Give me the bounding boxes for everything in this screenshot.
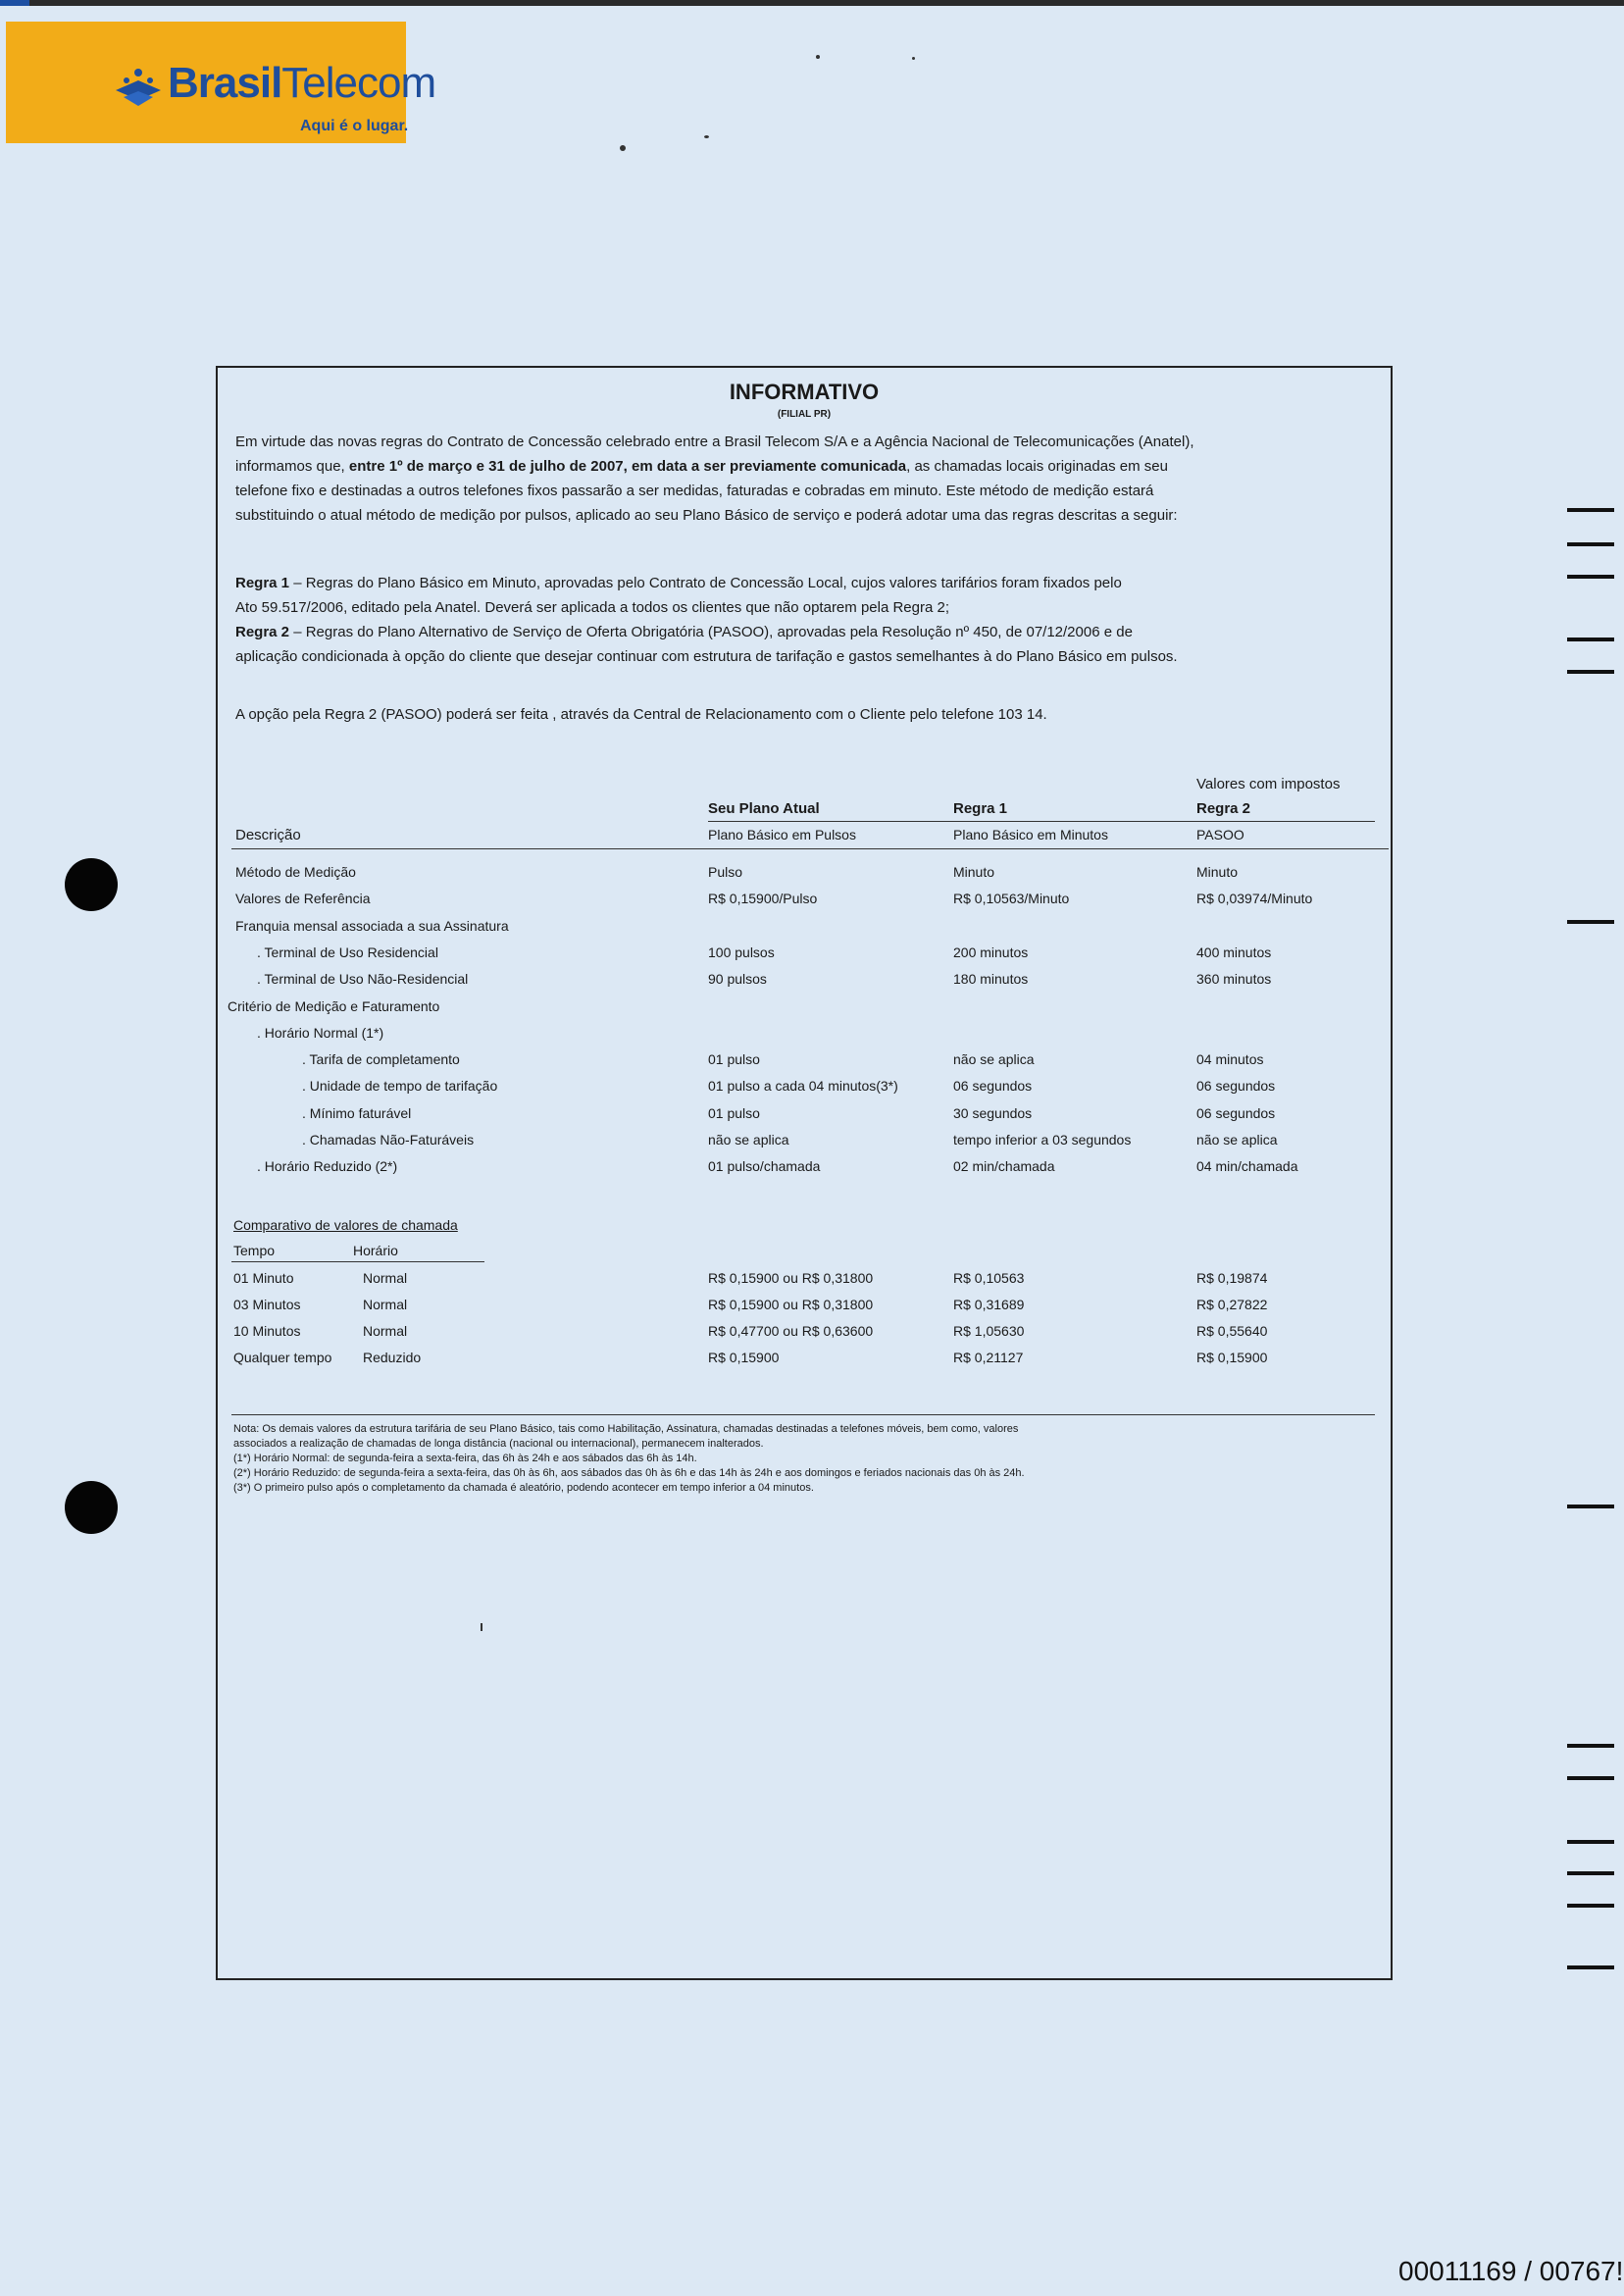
- table-cell: 400 minutos: [1196, 944, 1272, 960]
- document-subtitle: (FILIAL PR): [777, 409, 832, 420]
- column-title: Seu Plano Atual: [708, 800, 820, 817]
- document-number: 00011169 / 00767!: [1398, 2256, 1624, 2286]
- footnote-line: (1*) Horário Normal: de segunda-feira a sexta-feira, das 6h às 24h e aos sábados das 6h às 14h.: [233, 1453, 697, 1464]
- comparison-cell: R$ 0,10563: [953, 1270, 1025, 1286]
- table-cell: 02 min/chamada: [953, 1158, 1055, 1175]
- comparison-time: Qualquer tempo: [233, 1350, 332, 1365]
- rule-line-segment: Ato 59.517/2006, editado pela Anatel. Deverá ser aplicada a todos os clientes que não optarem pela Regra 2;: [235, 599, 949, 616]
- scan-speck: [620, 145, 626, 151]
- table-row-label: Critério de Medição e Faturamento: [228, 997, 440, 1014]
- scan-margin-mark: [1567, 508, 1614, 512]
- brand-tagline: Aqui é o lugar.: [300, 118, 409, 134]
- comparison-cell: R$ 0,21127: [953, 1350, 1024, 1365]
- column-title: Regra 1: [953, 800, 1008, 817]
- scan-speck: [704, 135, 709, 138]
- column-subtitle: Plano Básico em Minutos: [953, 827, 1108, 842]
- table-cell: 90 pulsos: [708, 971, 767, 988]
- table-cell: R$ 0,10563/Minuto: [953, 891, 1070, 907]
- table-row-label: . Tarifa de completamento: [302, 1051, 460, 1068]
- rule-line: [235, 644, 1178, 669]
- table-title-underline: [708, 821, 1375, 822]
- footnote-line: Nota: Os demais valores da estrutura tarifária de seu Plano Básico, tais como Habilitação, Assinatura, chamadas destinadas a telefones móveis, bem como, valores: [233, 1423, 1019, 1435]
- comparison-cell: R$ 0,31689: [953, 1297, 1025, 1312]
- table-cell: Minuto: [1196, 864, 1239, 880]
- table-cell: R$ 0,03974/Minuto: [1196, 891, 1313, 907]
- intro-line-segment: , as chamadas locais originadas em seu: [906, 458, 1168, 475]
- brand-logo-icon: [112, 65, 165, 110]
- scan-speck: [816, 55, 820, 59]
- scan-margin-mark: [1567, 1871, 1614, 1875]
- intro-line: [235, 430, 1194, 454]
- intro-line: [235, 479, 1153, 503]
- intro-line-segment: Em virtude das novas regras do Contrato de Concessão celebrado entre a Brasil Telecom S/A e a Agência Nacional de Telecomunicações (Anatel),: [235, 434, 1194, 450]
- table-header-line: [231, 848, 1389, 849]
- table-cell: 04 minutos: [1196, 1051, 1264, 1068]
- scan-margin-mark: [1567, 542, 1614, 546]
- comparison-title: Comparativo de valores de chamada: [233, 1217, 458, 1233]
- rule-line: [235, 571, 1122, 595]
- tax-note: Valores com impostos: [1196, 776, 1341, 792]
- scan-margin-mark: [1567, 920, 1614, 924]
- rule-line-segment: – Regras do Plano Básico em Minuto, aprovadas pelo Contrato de Concessão Local, cujos valores tarifários foram fixados pelo: [289, 575, 1122, 591]
- table-cell: 06 segundos: [1196, 1078, 1276, 1095]
- comparison-cell: R$ 0,19874: [1196, 1270, 1268, 1286]
- intro-line-segment: substituindo o atual método de medição por pulsos, aplicado ao seu Plano Básico de serviço e poderá adotar uma das regras descritas a seguir:: [235, 507, 1178, 524]
- informativo-frame: [216, 366, 1393, 1980]
- table-cell: 06 segundos: [953, 1078, 1033, 1095]
- table-cell: 06 segundos: [1196, 1104, 1276, 1121]
- punch-hole-top: [65, 858, 118, 911]
- intro-line-segment: telefone fixo e destinadas a outros telefones fixos passarão a ser medidas, faturadas e cobradas em minuto. Este método de medição estará: [235, 483, 1154, 499]
- table-cell: 100 pulsos: [708, 944, 775, 960]
- table-cell: R$ 0,15900/Pulso: [708, 891, 818, 907]
- table-cell: 01 pulso: [708, 1104, 760, 1121]
- top-edge-line: [0, 0, 1624, 6]
- intro-line-segment: entre 1º de março e 31 de julho de 2007, em data a ser previamente comunicada: [348, 458, 907, 475]
- table-cell: não se aplica: [953, 1051, 1035, 1068]
- rule-line: [235, 595, 949, 620]
- document-title: INFORMATIVO: [729, 380, 880, 404]
- column-subtitle: PASOO: [1196, 827, 1244, 842]
- table-cell: 04 min/chamada: [1196, 1158, 1298, 1175]
- rule-line-segment: – Regras do Plano Alternativo de Serviço de Oferta Obrigatória (PASOO), aprovadas pela Resolução nº 450, de 07/12/2006 e de: [289, 624, 1133, 640]
- table-row-label: . Horário Normal (1*): [257, 1024, 384, 1041]
- comparison-period: Normal: [363, 1323, 408, 1339]
- top-edge-accent: [0, 0, 29, 6]
- option-text: A opção pela Regra 2 (PASOO) poderá ser feita , através da Central de Relacionamento com o Cliente pelo telefone 103 14.: [235, 706, 1047, 723]
- table-row-label: . Unidade de tempo de tarifação: [302, 1078, 498, 1095]
- col-time-header: Tempo: [233, 1243, 276, 1258]
- col-period-header: Horário: [353, 1243, 398, 1258]
- table-cell: 01 pulso a cada 04 minutos(3*): [708, 1078, 898, 1095]
- table-cell: Minuto: [953, 864, 995, 880]
- table-row-label: Valores de Referência: [235, 891, 371, 907]
- comparison-cell: R$ 0,27822: [1196, 1297, 1268, 1312]
- rule-line-segment: Regra 2: [235, 624, 290, 640]
- comparison-period: Normal: [363, 1270, 408, 1286]
- table-row-label: . Terminal de Uso Não-Residencial: [257, 971, 469, 988]
- column-subtitle: Plano Básico em Pulsos: [708, 827, 856, 842]
- brand-name: BrasilTelecom: [168, 59, 436, 107]
- table-cell: 01 pulso: [708, 1051, 760, 1068]
- scan-margin-mark: [1567, 575, 1614, 579]
- scan-speck: [912, 57, 915, 60]
- comparison-time: 01 Minuto: [233, 1270, 294, 1286]
- description-header: Descrição: [235, 827, 301, 843]
- comparison-cell: R$ 0,15900: [1196, 1350, 1268, 1365]
- brand-logo-banner: [6, 22, 436, 143]
- table-cell: 01 pulso/chamada: [708, 1158, 821, 1175]
- scan-margin-mark: [1567, 1505, 1614, 1508]
- footnote-line: associados a realização de chamadas de longa distância (nacional ou internacional), permanecem inalterados.: [233, 1438, 764, 1450]
- scan-margin-mark: [1567, 1744, 1614, 1748]
- table-row-label: . Chamadas Não-Faturáveis: [302, 1132, 475, 1148]
- table-cell: não se aplica: [708, 1132, 789, 1148]
- table-cell: 30 segundos: [953, 1104, 1033, 1121]
- scan-margin-mark: [1567, 1965, 1614, 1969]
- scan-margin-mark: [1567, 1840, 1614, 1844]
- rule-line: [235, 620, 1133, 644]
- comparison-cell: R$ 0,55640: [1196, 1323, 1268, 1339]
- table-cell: 360 minutos: [1196, 971, 1272, 988]
- column-title: Regra 2: [1196, 800, 1251, 817]
- comparison-cell: R$ 0,47700 ou R$ 0,63600: [708, 1323, 874, 1339]
- table-row-label: . Horário Reduzido (2*): [257, 1158, 398, 1175]
- scan-margin-mark: [1567, 638, 1614, 641]
- comparison-period: Normal: [363, 1297, 408, 1312]
- table-cell: não se aplica: [1196, 1132, 1278, 1148]
- notes-divider: [231, 1414, 1375, 1415]
- table-row-label: . Terminal de Uso Residencial: [257, 944, 438, 960]
- comparison-cell: R$ 1,05630: [953, 1323, 1025, 1339]
- comparison-time: 10 Minutos: [233, 1323, 301, 1339]
- comparison-cell: R$ 0,15900 ou R$ 0,31800: [708, 1270, 874, 1286]
- table-cell: tempo inferior a 03 segundos: [953, 1132, 1132, 1148]
- comparison-cell: R$ 0,15900: [708, 1350, 780, 1365]
- intro-line-segment: informamos que,: [235, 458, 349, 475]
- comparison-period: Reduzido: [363, 1350, 422, 1365]
- scan-margin-mark: [1567, 1776, 1614, 1780]
- comparison-time: 03 Minutos: [233, 1297, 301, 1312]
- punch-hole-bottom: [65, 1481, 118, 1534]
- rule-line-segment: Regra 1: [235, 575, 290, 591]
- comparison-header-line: [231, 1261, 484, 1262]
- table-row-label: Franquia mensal associada a sua Assinatura: [235, 917, 509, 934]
- intro-line: [235, 503, 1178, 528]
- intro-line: [235, 454, 1168, 479]
- table-row-label: . Mínimo faturável: [302, 1104, 412, 1121]
- scan-margin-mark: [1567, 670, 1614, 674]
- table-cell: 200 minutos: [953, 944, 1029, 960]
- scan-margin-mark: [1567, 1904, 1614, 1908]
- footnote-line: (3*) O primeiro pulso após o completamento da chamada é aleatório, podendo acontecer em tempo inferior a 04 minutos.: [233, 1482, 814, 1494]
- table-row-label: Método de Medição: [235, 864, 356, 880]
- comparison-cell: R$ 0,15900 ou R$ 0,31800: [708, 1297, 874, 1312]
- rule-line-segment: aplicação condicionada à opção do cliente que desejar continuar com estrutura de tarifação e gastos semelhantes à do Plano Básico em pulsos.: [235, 648, 1178, 665]
- table-cell: 180 minutos: [953, 971, 1029, 988]
- table-cell: Pulso: [708, 864, 743, 880]
- footnote-line: (2*) Horário Reduzido: de segunda-feira a sexta-feira, das 0h às 6h, aos sábados das 0h às 6h e das 14h às 24h e aos domingos e feriados nacionais das 0h às 24h.: [233, 1467, 1025, 1479]
